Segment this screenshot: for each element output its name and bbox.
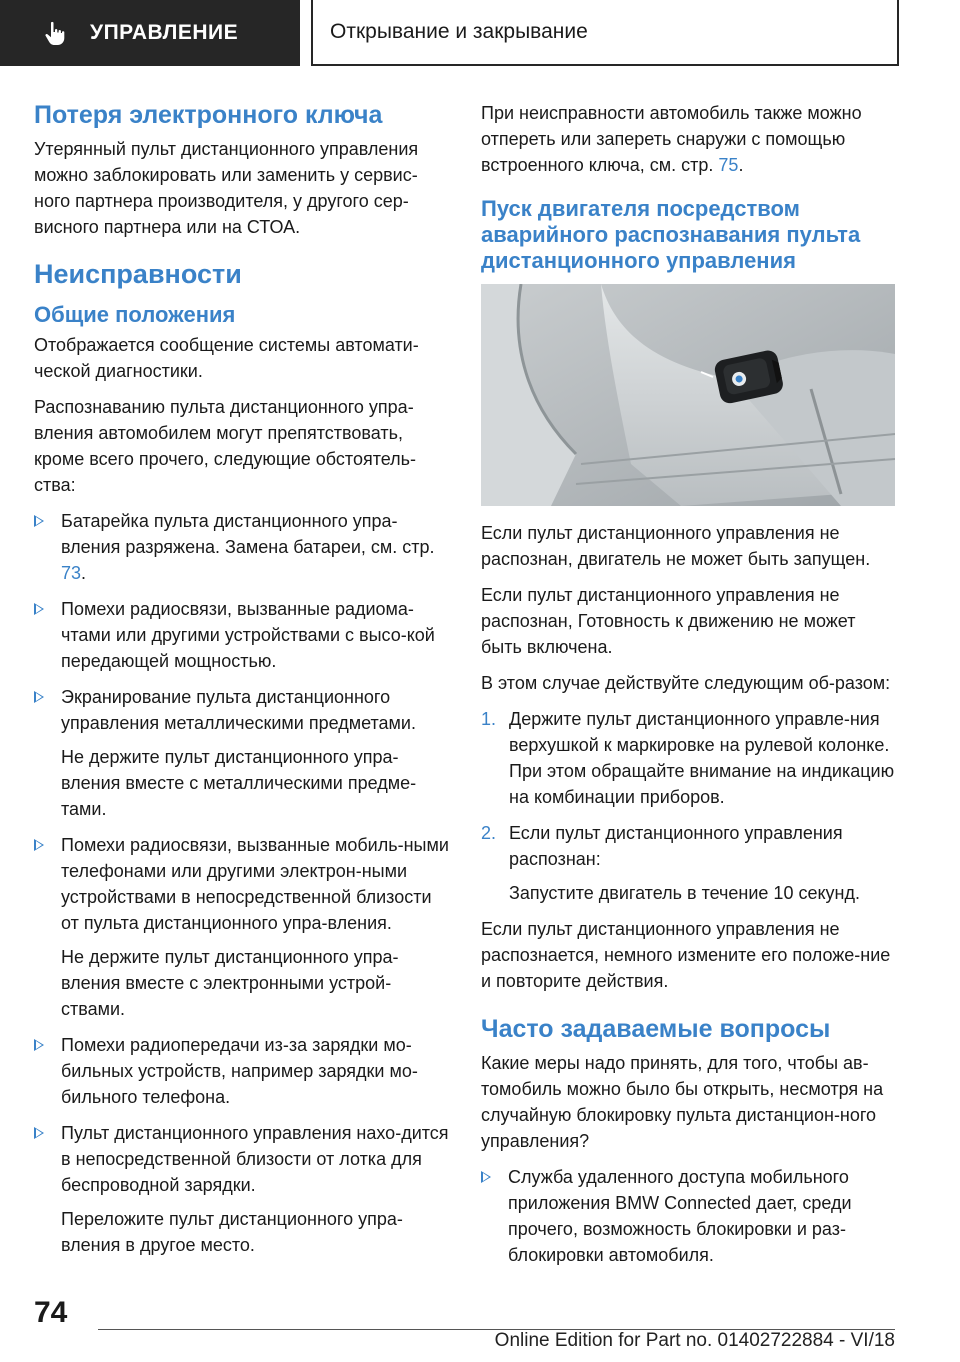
faq-heading: Часто задаваемые вопросы — [481, 1015, 831, 1043]
general-paragraph-1: Отображается сообщение системы автомати-ческой диагностики. — [34, 335, 419, 381]
list-item: Помехи радиопередачи из-за зарядки мо-бильных устройств, например зарядки мо-бильного телефона. — [34, 1032, 450, 1110]
general-paragraph-2: Распознаванию пульта дистанционного упра-вления автомобилем могут препятствовать, кроме всего прочего, следующие обстоятель-ства: — [34, 397, 417, 495]
list-item-note: Переложите пульт дистанционного упра-вления в другое место. — [61, 1209, 403, 1255]
lost-key-heading: Потеря электронного ключа — [34, 101, 383, 129]
bullet-triangle-icon — [481, 1171, 491, 1183]
bullet-triangle-icon — [34, 515, 44, 527]
bullet-triangle-icon — [34, 1039, 44, 1051]
list-item: Пульт дистанционного управления нахо-дится в непосредственной близости от лотка для беспроводной зарядки. Переложите пульт дистанционного упра-вления в другое место. — [34, 1120, 450, 1258]
step-number: 1. — [481, 709, 497, 729]
fault-causes-list — [34, 508, 450, 1258]
hand-icon — [42, 20, 68, 46]
list-item: Батарейка пульта дистанционного упра-вления разряжена. Замена батареи, см. стр. 73. — [34, 508, 450, 586]
list-item: Экранирование пульта дистанционного управления металлическими предметами. Не держите пульт дистанционного упра-вления вместе с металлическими предме-тами. — [34, 684, 450, 822]
bullet-triangle-icon — [34, 603, 44, 615]
paragraph-3: В этом случае действуйте следующим об-разом: — [481, 673, 891, 693]
faq-question: Какие меры надо принять, для того, чтобы ав-томобиль можно было бы открыть, несмотря на случайную блокировку пульта дистанцион-ного управления? — [481, 1053, 884, 1151]
page-link-75[interactable]: 75 — [718, 155, 739, 175]
emergency-start-heading: Пуск двигателя посредством аварийного распознавания пульта дистанционного управления — [481, 196, 861, 273]
footer-edition: Online Edition for Part no. 01402722884 - VI/18 — [494, 1330, 895, 1351]
list-item: Помехи радиосвязи, вызванные мобиль-ными телефонами или другими электрон-ными устройствами в непосредственной близости от пульта дистанционного упра-вления. Не держите пульт дистанционного упра-вления вместе с электронными устрой-ствами. — [34, 832, 450, 1022]
steps-list — [481, 706, 897, 906]
list-item: Помехи радиосвязи, вызванные радиома-чтами или другими устройствами с высо-кой передающей мощностью. — [34, 596, 450, 674]
list-item-note: Не держите пульт дистанционного упра-вления вместе с металлическими предме-тами. — [61, 747, 417, 819]
section-header — [0, 0, 300, 66]
faq-list — [481, 1164, 897, 1268]
intro-paragraph: При неисправности автомобиль также можно отпереть или запереть снаружи с помощью встроенного ключа, см. стр. 75. — [481, 103, 862, 175]
left-column — [34, 100, 450, 1268]
bullet-triangle-icon — [34, 1127, 44, 1139]
general-heading: Общие положения — [34, 302, 236, 327]
step-number: 2. — [481, 823, 497, 843]
key-on-steering-column-image — [481, 284, 895, 506]
list-item-note: Не держите пульт дистанционного упра-вления вместе с электронными устрой-ствами. — [61, 947, 399, 1019]
paragraph-2: Если пульт дистанционного управления не распознан, Готовность к движению не может быть включена. — [481, 585, 856, 657]
bullet-triangle-icon — [34, 839, 44, 851]
page-link-73[interactable]: 73 — [61, 563, 82, 583]
right-column — [481, 100, 897, 1278]
section-title: УПРАВЛЕНИЕ — [90, 21, 239, 44]
paragraph-4: Если пульт дистанционного управления не распознается, немного измените его положе-ние и повторите действия. — [481, 919, 891, 991]
lost-key-text: Утерянный пульт дистанционного управления можно заблокировать или заменить у сервис-ного партнера производителя, у другого сер-висного партнера или на СТОА. — [34, 139, 419, 237]
page-number: 74 — [34, 1296, 68, 1329]
chapter-title: Открывание и закрывание — [330, 20, 588, 43]
step-note: Запустите двигатель в течение 10 секунд. — [509, 883, 860, 903]
list-item: Служба удаленного доступа мобильного приложения BMW Connected дает, среди прочего, возможность блокировки и раз-блокировки автомобиля. — [481, 1164, 897, 1268]
faults-heading: Неисправности — [34, 259, 242, 289]
chapter-header — [311, 0, 899, 66]
step-item: 1. Держите пульт дистанционного управле-ния верхушкой к маркировке на рулевой колонке. При этом обращайте внимание на индикацию на комбинации приборов. — [481, 706, 897, 810]
step-item: 2. Если пульт дистанционного управления распознан: Запустите двигатель в течение 10 секунд. — [481, 820, 897, 906]
bullet-triangle-icon — [34, 691, 44, 703]
paragraph-1: Если пульт дистанционного управления не распознан, двигатель не может быть запущен. — [481, 523, 871, 569]
